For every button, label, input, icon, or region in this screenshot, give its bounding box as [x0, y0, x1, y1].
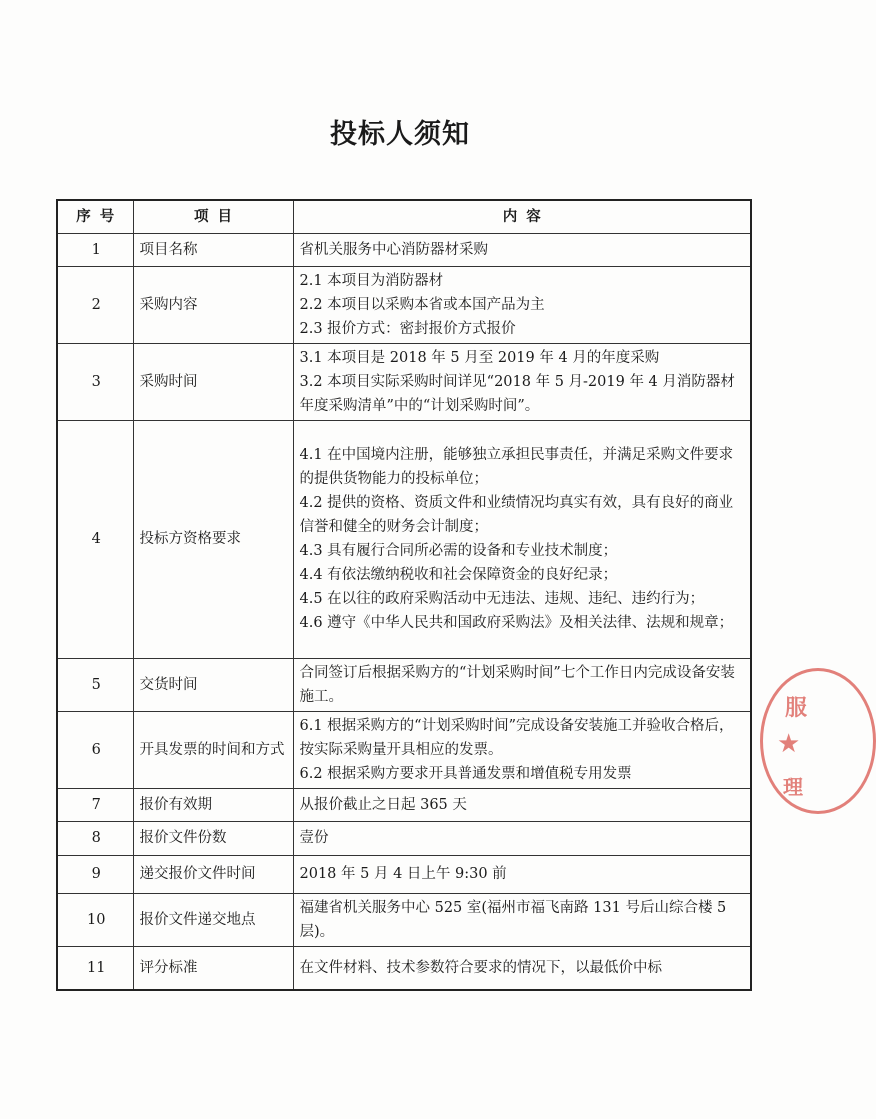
content-line: 省机关服务中心消防器材采购	[299, 241, 488, 258]
header-content: 内 容	[293, 200, 751, 233]
row-content	[293, 420, 751, 658]
document-title: 投标人须知	[330, 119, 470, 150]
row-content	[293, 893, 751, 946]
row-number: 10	[57, 893, 133, 946]
content-line: 2.1 本项目为消防器材	[299, 272, 444, 289]
content-line: 6.2 根据采购方要求开具普通发票和增值税专用发票	[299, 765, 632, 782]
table-row	[57, 788, 751, 821]
content-line: 合同签订后根据采购方的“计划采购时间”七个工作日内完成设备安装施工。	[299, 664, 735, 705]
content-line: 壹份	[299, 830, 329, 846]
stamp-star-icon: ★	[777, 729, 801, 759]
row-content	[293, 658, 751, 711]
table-row	[57, 233, 751, 266]
row-content	[293, 711, 751, 788]
table-header-row	[57, 200, 751, 233]
row-number: 3	[57, 343, 133, 420]
header-item: 项 目	[133, 200, 293, 233]
table-row	[57, 658, 751, 711]
row-content	[293, 821, 751, 855]
content-line: 4.4 有依法缴纳税收和社会保障资金的良好纪录；	[299, 567, 618, 583]
content-line: 福建省机关服务中心 525 室(福州市福飞南路 131 号后山综合楼 5 层)。	[299, 899, 727, 940]
row-content	[293, 266, 751, 343]
row-content	[293, 946, 751, 990]
row-number: 1	[57, 233, 133, 266]
row-content	[293, 788, 751, 821]
content-line: 6.1 根据采购方的“计划采购时间”完成设备安装施工并验收合格后，按实际采购量开具相应的发票。	[299, 717, 734, 758]
row-item: 递交报价文件时间	[133, 855, 293, 893]
content-line: 4.6 遵守《中华人民共和国政府采购法》及相关法律、法规和规章；	[299, 615, 734, 631]
row-item: 项目名称	[133, 233, 293, 266]
row-item: 报价有效期	[133, 788, 293, 821]
notice-table	[56, 199, 752, 991]
row-item: 采购时间	[133, 343, 293, 420]
row-item: 报价文件递交地点	[133, 893, 293, 946]
table-row	[57, 893, 751, 946]
table-row	[57, 343, 751, 420]
row-item: 报价文件份数	[133, 821, 293, 855]
row-item: 开具发票的时间和方式	[133, 711, 293, 788]
row-content	[293, 233, 751, 266]
content-line: 4.5 在以往的政府采购活动中无违法、违规、违纪、违约行为；	[299, 591, 705, 607]
row-content	[293, 855, 751, 893]
content-line: 在文件材料、技术参数符合要求的情况下，以最低价中标	[299, 959, 662, 976]
content-line: 4.1 在中国境内注册，能够独立承担民事责任，并满足采购文件要求的提供货物能力的投标单位；	[299, 447, 734, 487]
row-number: 6	[57, 711, 133, 788]
row-number: 5	[57, 658, 133, 711]
table-row	[57, 946, 751, 990]
content-line: 2018 年 5 月 4 日上午 9:30 前	[299, 866, 507, 882]
row-content	[293, 343, 751, 420]
content-line: 3.2 本项目实际采购时间详见“2018 年 5 月-2019 年 4 月消防器材年度采购清单”中的“计划采购时间”。	[299, 373, 735, 414]
row-number: 4	[57, 420, 133, 658]
row-item: 投标方资格要求	[133, 420, 293, 658]
table-row	[57, 711, 751, 788]
table-row	[57, 855, 751, 893]
row-number: 8	[57, 821, 133, 855]
content-line: 从报价截止之日起 365 天	[299, 796, 467, 813]
stamp-char-top: 服	[785, 695, 808, 721]
content-line: 2.3 报价方式：密封报价方式报价	[299, 320, 516, 337]
row-number: 2	[57, 266, 133, 343]
row-number: 7	[57, 788, 133, 821]
content-line: 2.2 本项目以采购本省或本国产品为主	[299, 296, 545, 313]
row-number: 11	[57, 946, 133, 990]
content-line: 4.2 提供的资格、资质文件和业绩情况均真实有效，具有良好的商业信誉和健全的财务会计制度；	[299, 495, 734, 535]
content-line: 3.1 本项目是 2018 年 5 月至 2019 年 4 月的年度采购	[299, 349, 660, 366]
table-row	[57, 266, 751, 343]
row-item: 交货时间	[133, 658, 293, 711]
table-row	[57, 420, 751, 658]
header-no: 序 号	[57, 200, 133, 233]
stamp-char-bottom: 理	[783, 775, 803, 799]
content-line: 4.3 具有履行合同所必需的设备和专业技术制度；	[299, 543, 618, 559]
row-item: 采购内容	[133, 266, 293, 343]
row-number: 9	[57, 855, 133, 893]
red-seal-stamp	[760, 668, 876, 814]
table-row	[57, 821, 751, 855]
row-item: 评分标准	[133, 946, 293, 990]
